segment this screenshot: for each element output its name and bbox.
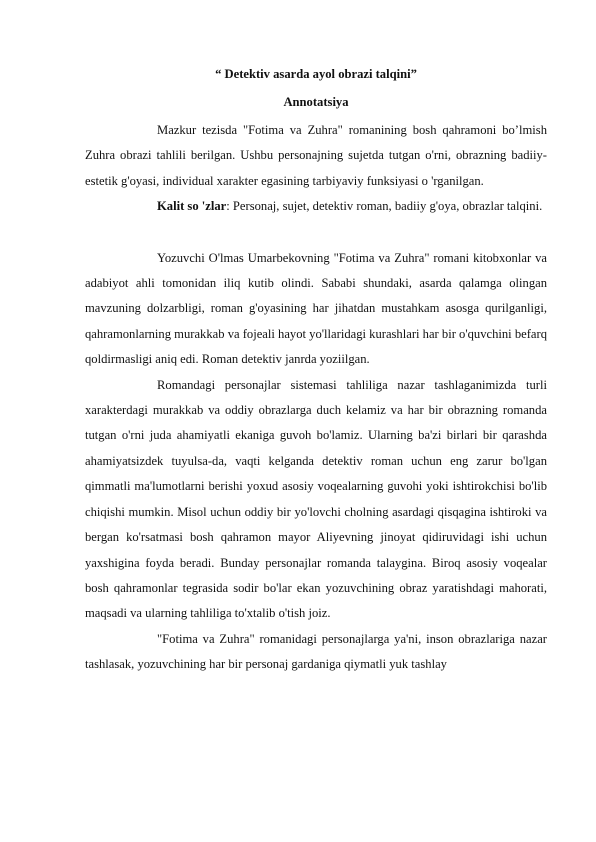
document-title: “ Detektiv asarda ayol obrazi talqini”	[215, 67, 417, 81]
abstract-heading: Annotatsiya	[283, 95, 349, 109]
document-body	[85, 65, 547, 678]
abstract-text: Mazkur tezisda "Fotima va Zuhra" romanining bosh qahramoni bo’lmish Zuhra obrazi tahlili berilgan. Ushbu personajning sujetda tutgan o'rni, obrazning badiiy-estetik g'oyasi, individual xarakter egasining tarbiyaviy funksiyasi o 'rganilgan.	[85, 123, 547, 188]
keywords-paragraph	[85, 194, 547, 219]
abstract-paragraph	[85, 118, 547, 194]
keywords-label: Kalit so 'zlar	[157, 199, 227, 214]
section-spacer	[85, 220, 547, 246]
body-paragraph-3: "Fotima va Zuhra" romanidagi personajlarga ya'ni, inson obrazlariga nazar tashlasak, yozuvchining har bir personaj gardaniga qiymatli yuk tashlay	[85, 631, 547, 672]
body-paragraph-1: Yozuvchi O'lmas Umarbekovning "Fotima va Zuhra" romani kitobxonlar va adabiyot ahli tomonidan iliq kutib olindi. Sababi shundaki, asarda qalamga olingan mavzuning dolzarbligi, roman g'oyasining har jihatdan mustahkam asosga qurilganligi, qahramonlarning murakkab va fojeali hayot yo'llaridagi kurashlari har bir o'quvchini befarq qoldirmasligi aniq edi. Roman detektiv janrda yoziilgan.	[85, 250, 547, 367]
body-paragraph-2: Romandagi personajlar sistemasi tahliliga nazar tashlaganimizda turli xarakterdagi murakkab va oddiy obrazlarga duch kelamiz va har bir obrazning romanda tutgan o'rni juda ahamiyatli ekaniga guvoh bo'lamiz. Ularning ba'zi birlari bir qarashda ahamiyatsizdek tuyulsa-da, vaqti kelganda detektiv roman uchun eng zarur bo'lgan qimmatli ma'lumotlarni berishi yoxud asosiy voqealarning guvohi yoki ishtirokchisi bo'lib chiqishi mumkin. Misol uchun oddiy bir yo'lovchi cholning asardagi qisqagina ishtiroki va bergan ko'rsatmasi bosh qahramon mayor Aliyevning jinoyat qidiruvidagi ishi uchun yaxshigina foyda beradi. Bunday personajlar romanda talaygina. Biroq asosiy voqealar bosh qahramonlar tegrasida sodir bo'lar ekan yozuvchining obraz yaratishdagi mahorati, maqsadi va ularning tahliliga to'xtalib o'tish joiz.	[85, 377, 547, 621]
keywords-text: : Personaj, sujet, detektiv roman, badiiy g'oya, obrazlar talqini.	[226, 199, 543, 214]
